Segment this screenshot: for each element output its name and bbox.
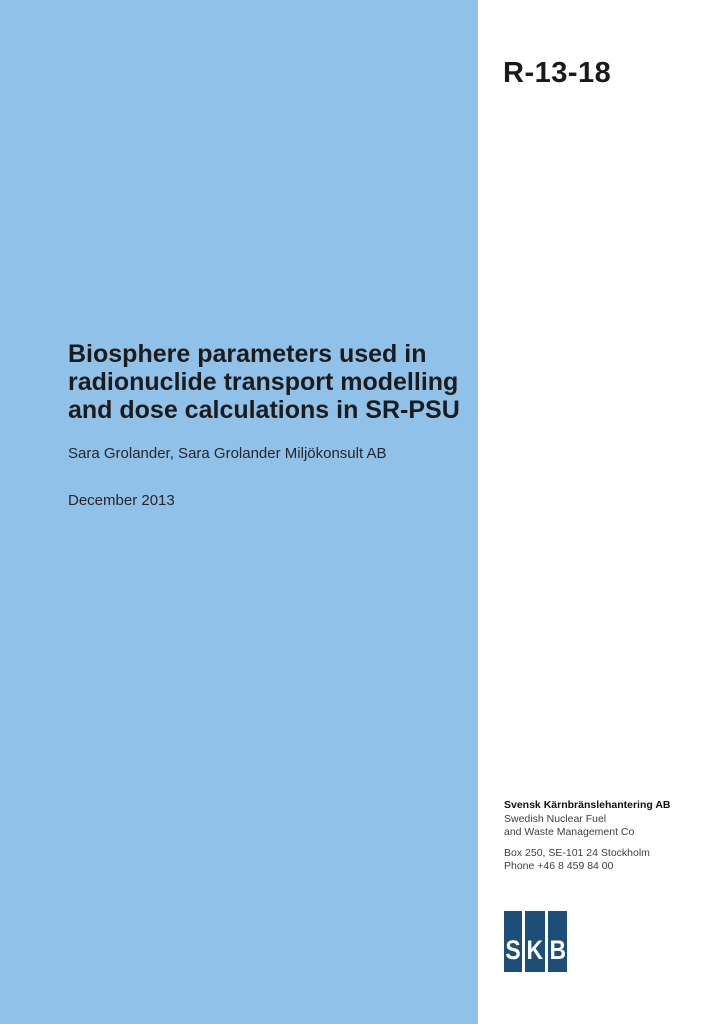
report-number: R-13-18: [503, 57, 612, 89]
skb-logo-letter-k: K: [526, 935, 544, 965]
report-title-line-3: and dose calculations in SR-PSU: [68, 396, 460, 424]
publisher-description-line-2: and Waste Management Co: [504, 826, 635, 838]
skb-logo: [504, 911, 566, 972]
publisher-contact: [504, 847, 671, 874]
publisher-phone: Phone +46 8 459 84 00: [504, 860, 614, 872]
skb-logo-bar-3: [548, 911, 568, 972]
author-line: Sara Grolander, Sara Grolander Miljökonsult AB: [68, 445, 387, 462]
publisher-description-line-1: Swedish Nuclear Fuel: [504, 812, 607, 825]
skb-logo-bar-1: [504, 911, 522, 972]
skb-logo-letter-s: S: [505, 935, 521, 965]
publisher-address: Box 250, SE-101 24 Stockholm: [504, 846, 650, 859]
report-title-line-2: radionuclide transport modelling: [68, 368, 459, 396]
skb-logo-bar-2: [525, 911, 545, 972]
report-title-line-1: Biosphere parameters used in: [68, 340, 427, 368]
publication-date: December 2013: [68, 492, 175, 509]
skb-logo-letter-b: B: [548, 935, 566, 965]
publisher-name: Svensk Kärnbränslehantering AB: [504, 799, 671, 811]
publisher-info: [504, 799, 671, 874]
report-title: [68, 340, 468, 424]
